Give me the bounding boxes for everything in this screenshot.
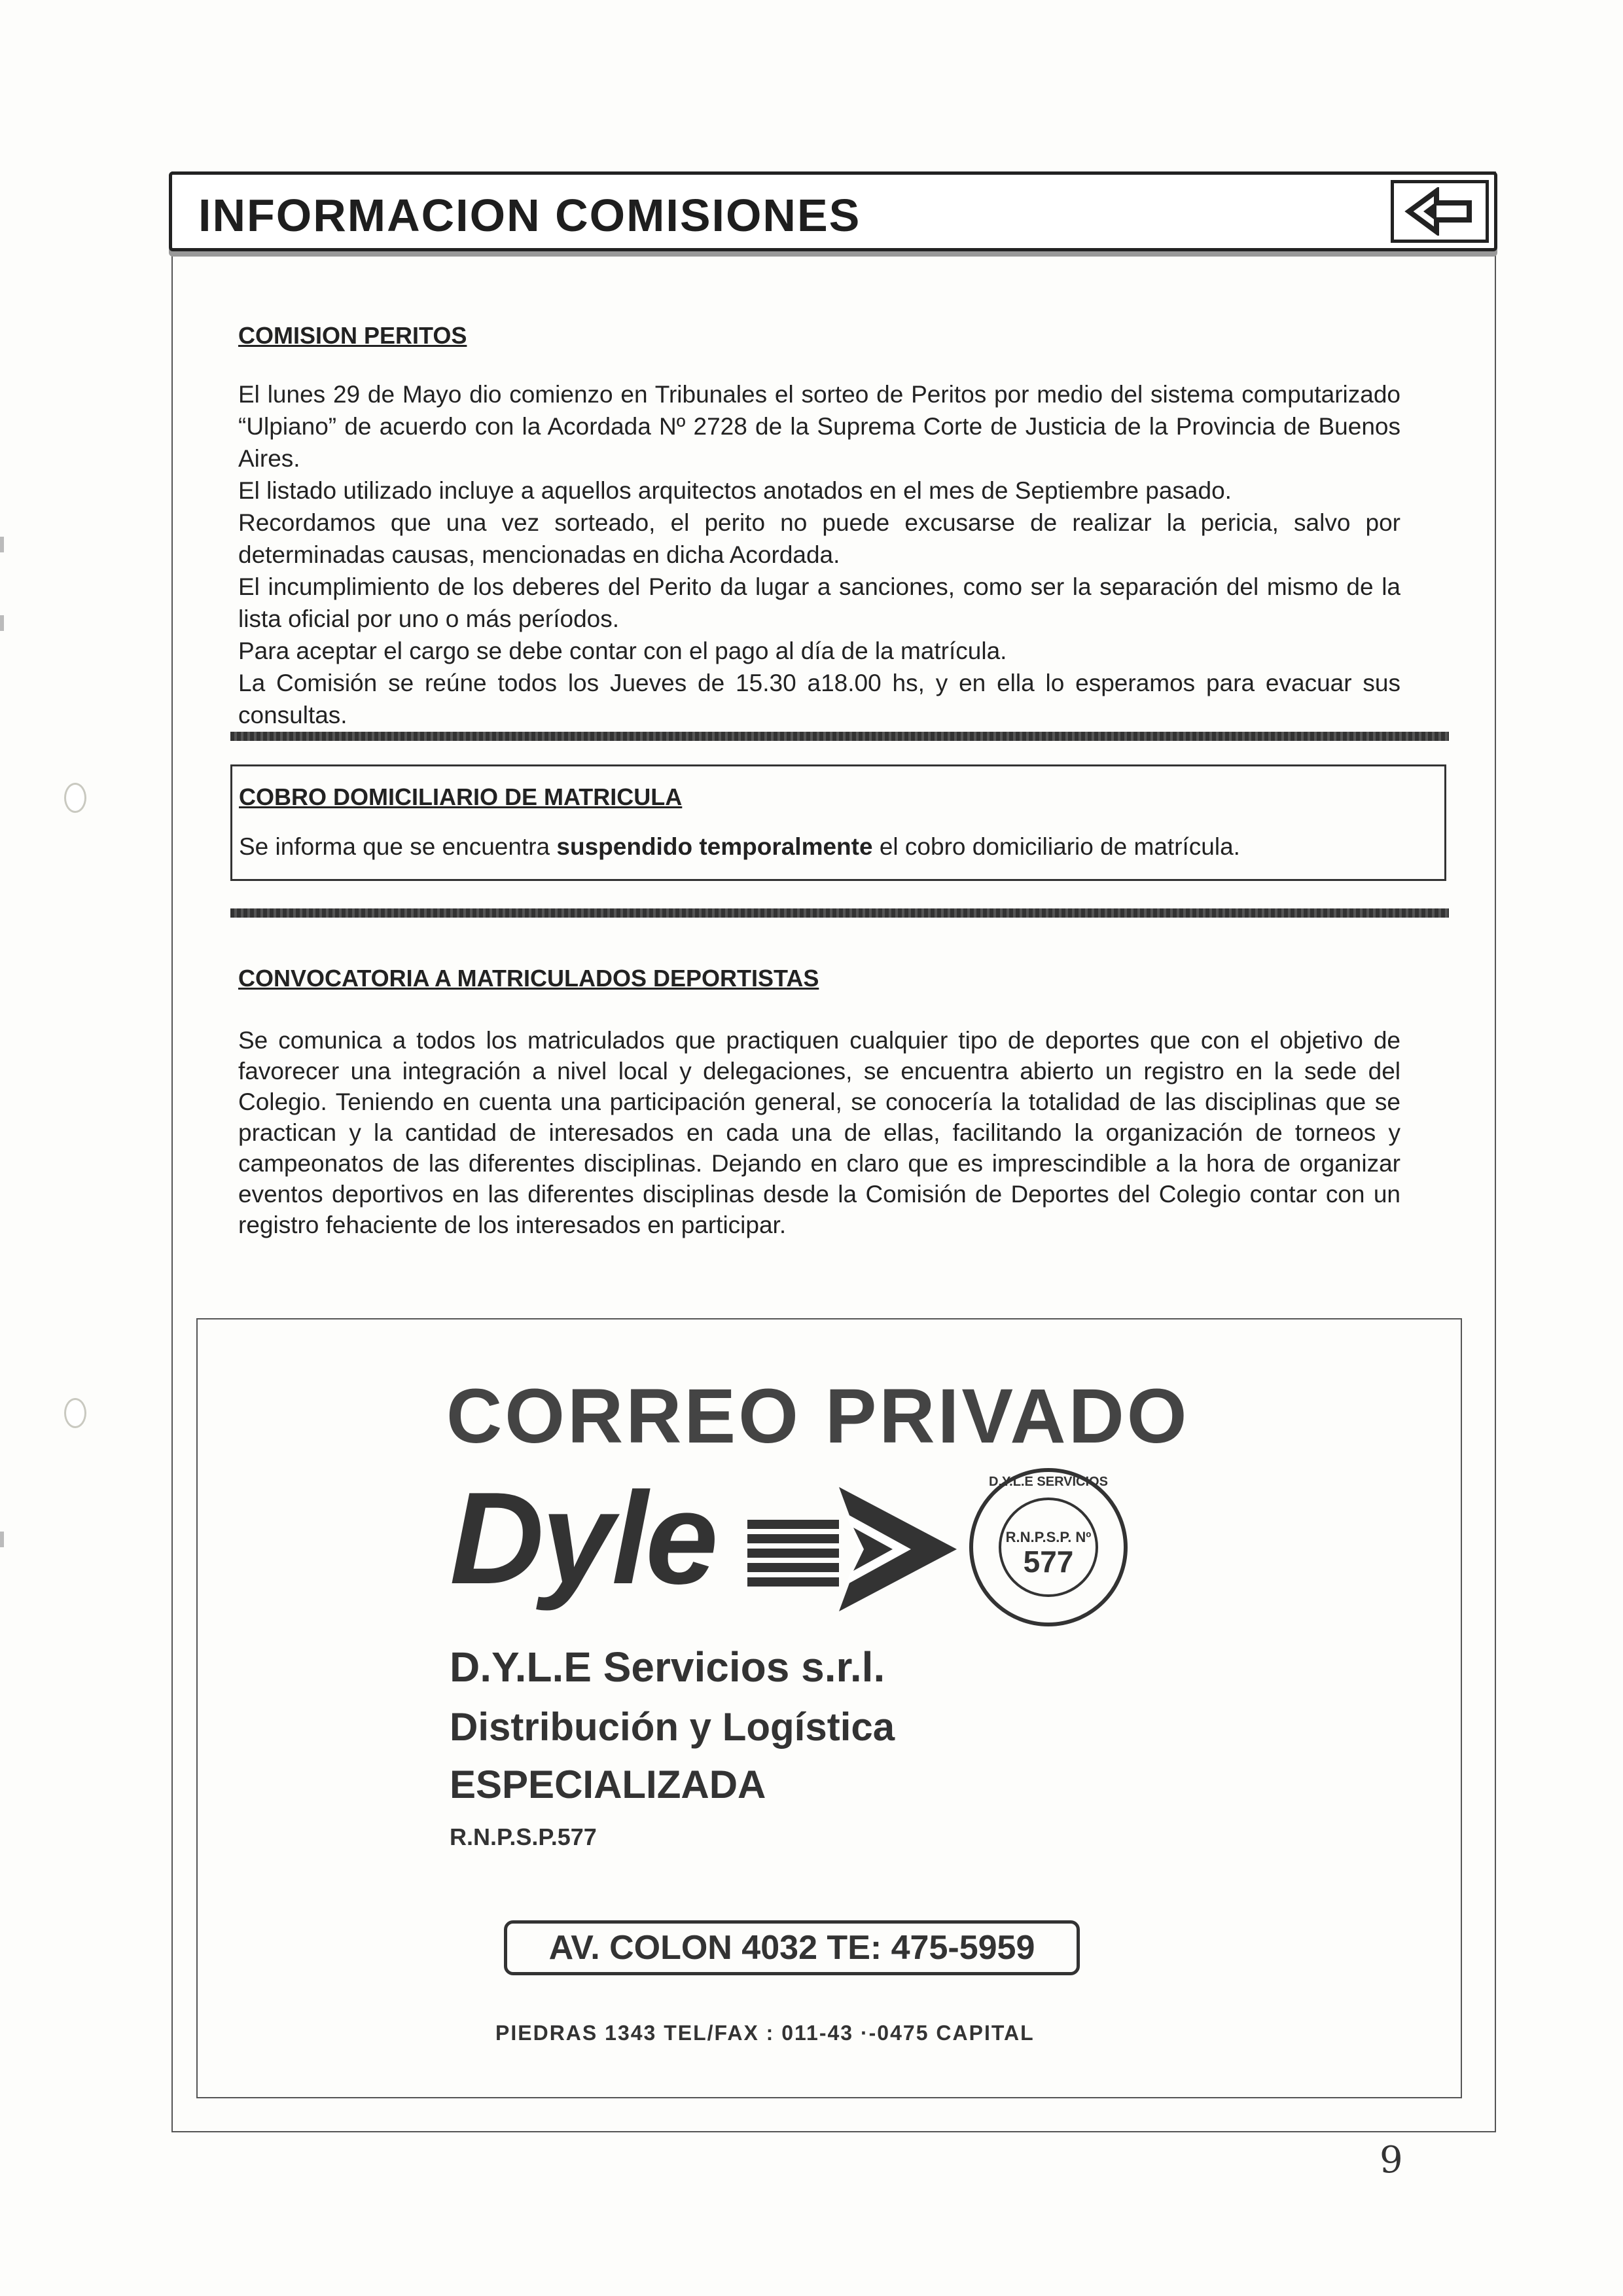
peritos-paragraph: El incumplimiento de los deberes del Perito da lugar a sanciones, como ser la separación del mismo de la lista oficial por uno o más períodos.: [238, 573, 1400, 632]
seal-number: 577: [1023, 1545, 1074, 1579]
section-heading-cobro: COBRO DOMICILIARIO DE MATRICULA: [239, 783, 683, 810]
rnpsp-seal-icon: [963, 1462, 1133, 1632]
logo-arrow-icon: [747, 1474, 963, 1624]
ad-line-4: R.N.P.S.P.577: [450, 1823, 597, 1850]
header-bar: [169, 171, 1497, 251]
back-button[interactable]: [1391, 180, 1489, 243]
ad-logo-text: Dyle: [450, 1465, 716, 1611]
scan-edge-mark: [0, 537, 4, 552]
cobro-notice-box: [230, 764, 1446, 881]
divider-rule: [230, 908, 1449, 918]
peritos-paragraph: Recordamos que una vez sorteado, el perito no puede excusarse de realizar la pericia, salvo por determinadas causas, mencionadas en dicha Acordada.: [238, 509, 1400, 568]
ad-line-3: ESPECIALIZADA: [450, 1763, 766, 1806]
page-number: 9: [1380, 2139, 1403, 2181]
peritos-paragraph: Para aceptar el cargo se debe contar con el pago al día de la matrícula.: [238, 637, 1007, 664]
convocatoria-body: Se comunica a todos los matriculados que practiquen cualquier tipo de deportes que con el objetivo de favorecer una integración a nivel local y delegaciones, se encuentra abierto un registro en la sede del Colegio. Teniendo en cuenta una participación general, se conocería la totalidad de las disciplinas que se practican y la cantidad de interesados en cada una de ellas, facilitando la organización de torneos y campeonatos de las diferentes disciplinas. Dejando en claro que es imprescindible a la hora de organizar eventos deportivos en las diferentes disciplinas desde la Comisión de Deportes del Colegio contar con un registro fehaciente de los interesados en participar.: [238, 1027, 1400, 1238]
punch-hole-top: [64, 783, 86, 813]
cobro-text-emphasis: suspendido temporalmente: [556, 833, 873, 860]
peritos-paragraph: El listado utilizado incluye a aquellos arquitectos anotados en el mes de Septiembre pasado.: [238, 477, 1232, 504]
divider-rule: [230, 732, 1449, 741]
section-heading-convocatoria: CONVOCATORIA A MATRICULADOS DEPORTISTAS: [238, 965, 819, 992]
ad-line-2: Distribución y Logística: [450, 1705, 895, 1749]
section-heading-peritos: COMISION PERITOS: [238, 322, 467, 349]
peritos-paragraph: La Comisión se reúne todos los Jueves de 15.30 a18.00 hs, y en ella lo esperamos para evacuar sus consultas.: [238, 670, 1400, 728]
advertisement-box: [196, 1318, 1462, 2098]
ad-address: AV. COLON 4032 TE: 475-5959: [504, 1920, 1080, 1975]
peritos-body: [238, 378, 1400, 731]
cobro-text: [239, 833, 1240, 861]
ad-title: CORREO PRIVADO: [446, 1373, 1190, 1460]
punch-hole-bottom: [64, 1398, 86, 1428]
seal-mid-text: R.N.P.S.P. Nº: [1005, 1529, 1092, 1545]
cobro-text-start: Se informa que se encuentra: [239, 833, 557, 860]
peritos-paragraph: El lunes 29 de Mayo dio comienzo en Tribunales el sorteo de Peritos por medio del sistema computarizado “Ulpiano” de acuerdo con la Acordada Nº 2728 de la Suprema Corte de Justicia de la Provincia de Buenos Aires.: [238, 381, 1400, 472]
scan-edge-mark: [0, 1532, 4, 1547]
page-title: INFORMACION COMISIONES: [198, 190, 861, 241]
arrow-left-icon: [1404, 187, 1476, 236]
seal-top-text: D.Y.L.E SERVICIOS: [989, 1475, 1108, 1489]
cobro-text-end: el cobro domiciliario de matrícula.: [872, 833, 1240, 860]
ad-company-name: D.Y.L.E Servicios s.r.l.: [450, 1643, 885, 1691]
ad-footer: PIEDRAS 1343 TEL/FAX : 011-43 ·-0475 CAPITAL: [495, 2021, 1035, 2045]
scan-edge-mark: [0, 615, 4, 631]
